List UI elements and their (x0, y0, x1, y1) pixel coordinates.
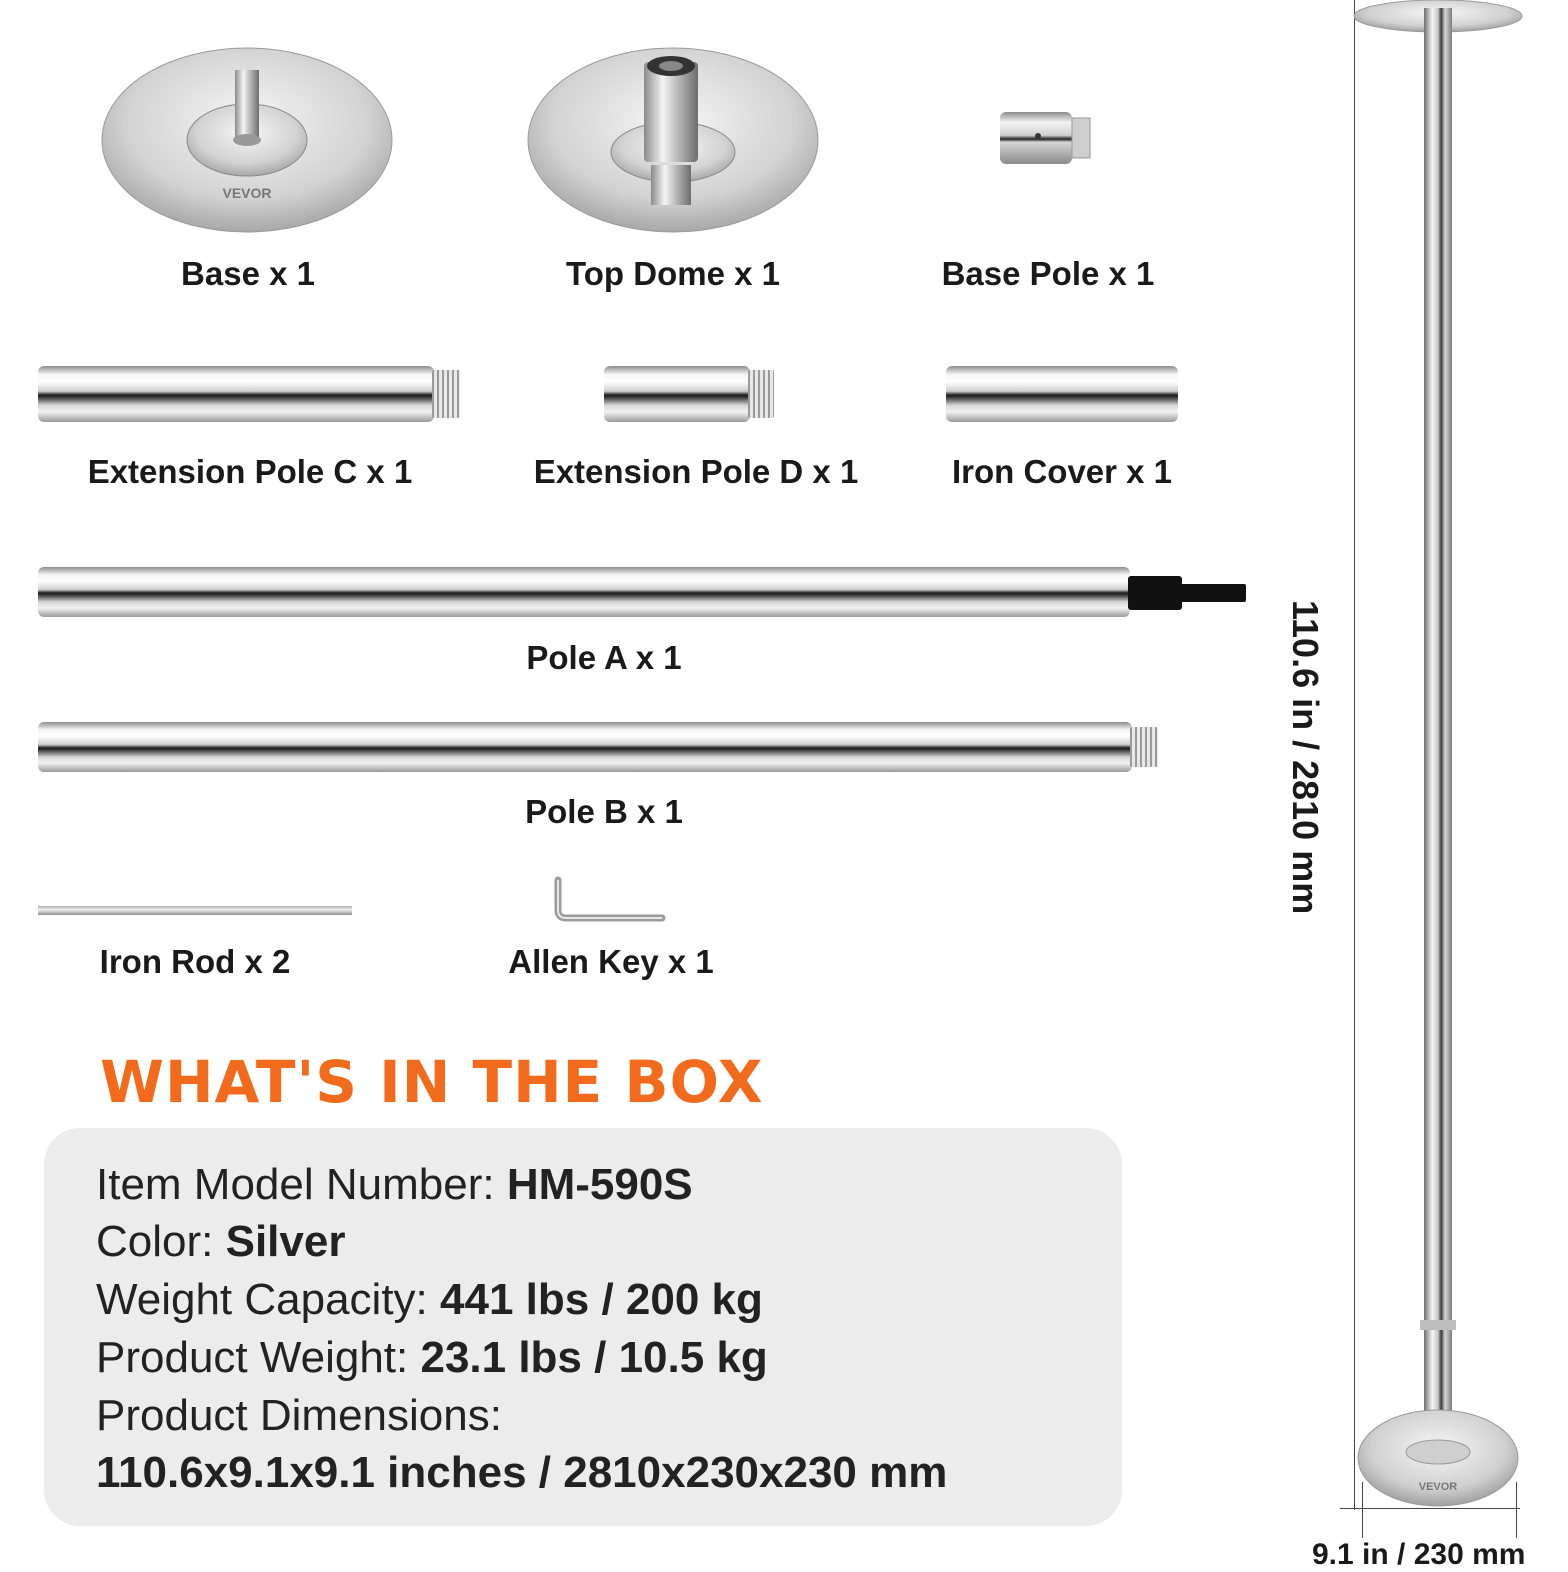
spec-model (96, 1160, 693, 1210)
spec-color-value: Silver (225, 1217, 346, 1266)
item-label-extension-pole-d: Extension Pole D x 1 (533, 453, 859, 490)
spec-capacity-key: Weight Capacity: (96, 1275, 428, 1324)
pole-b-thread (1130, 727, 1158, 767)
spec-capacity-value: 441 lbs / 200 kg (440, 1275, 763, 1324)
pole-a-pin (1180, 584, 1246, 602)
height-dimension-label: 110.6 in / 2810 mm (1285, 600, 1326, 915)
extension-pole-d-thread (748, 370, 774, 418)
pole-b-image (38, 722, 1132, 772)
spec-capacity (96, 1275, 763, 1325)
item-label-iron-cover: Iron Cover x 1 (951, 453, 1173, 490)
svg-text:VEVOR: VEVOR (222, 185, 272, 201)
allen-key-image (550, 876, 670, 924)
extension-pole-d-image (604, 366, 750, 422)
pole-a-connector (1128, 576, 1182, 610)
spec-weight (96, 1333, 768, 1383)
spec-model-value: HM-590S (506, 1160, 693, 1209)
section-title: WHAT'S IN THE BOX (100, 1048, 764, 1116)
spec-model-key: Item Model Number: (96, 1160, 495, 1209)
top-dome-image (526, 40, 821, 240)
base-image (100, 40, 395, 240)
iron-rod-image (38, 906, 352, 915)
spec-dimensions-value-text: 110.6x9.1x9.1 inches / 2810x230x230 mm (96, 1448, 948, 1497)
spec-weight-key: Product Weight: (96, 1333, 409, 1382)
item-label-base: Base x 1 (181, 255, 315, 292)
spec-color-key: Color: (96, 1217, 214, 1266)
extension-pole-c-image (38, 366, 434, 422)
assembled-pole-image (1352, 0, 1532, 1512)
item-label-allen-key: Allen Key x 1 (508, 943, 714, 980)
extension-pole-c-thread (432, 370, 460, 418)
spec-dimensions-key: Product Dimensions: (96, 1391, 502, 1440)
pole-a-image (38, 567, 1130, 617)
spec-weight-value: 23.1 lbs / 10.5 kg (420, 1333, 768, 1382)
item-label-iron-rod: Iron Rod x 2 (99, 943, 291, 980)
spec-dimensions-value (96, 1448, 947, 1498)
base-pole-image (998, 108, 1094, 168)
width-dimension-label: 9.1 in / 230 mm (1312, 1538, 1526, 1571)
item-label-top-dome: Top Dome x 1 (566, 255, 780, 292)
item-label-pole-b: Pole B x 1 (525, 793, 683, 830)
item-label-base-pole: Base Pole x 1 (941, 255, 1155, 292)
item-label-pole-a: Pole A x 1 (526, 639, 682, 676)
spec-color (96, 1217, 345, 1267)
svg-text:VEVOR: VEVOR (1418, 1481, 1458, 1493)
iron-cover-image (946, 366, 1178, 422)
item-label-extension-pole-c: Extension Pole C x 1 (87, 453, 413, 490)
